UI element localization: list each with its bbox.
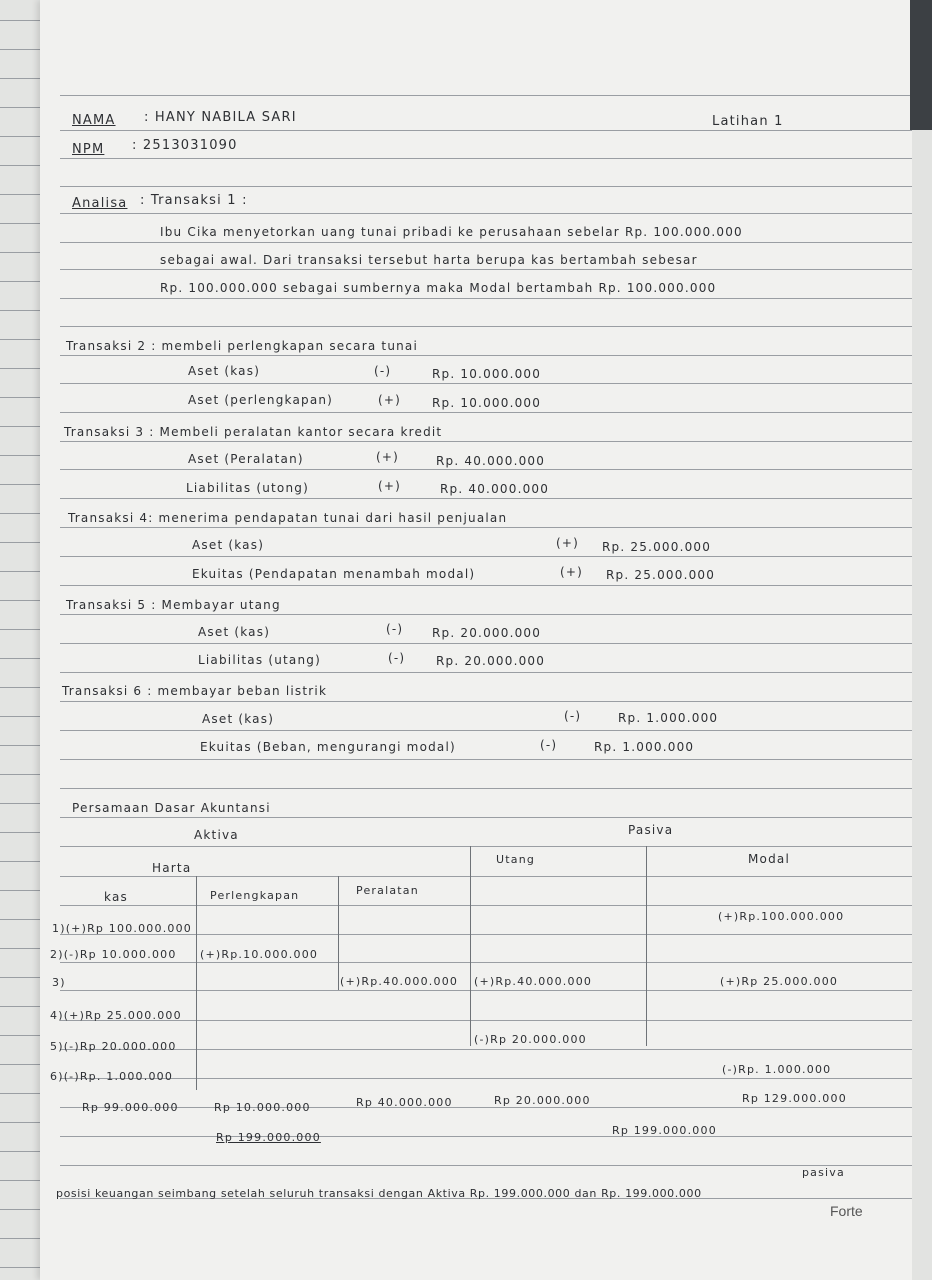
ruled-line [60,441,912,442]
table-divider-kas [196,876,197,1090]
ruled-line [60,186,912,187]
ruled-line [60,326,912,327]
table-row-3-utang: (+)Rp.40.000.000 [474,975,593,988]
transaksi1-line3: Rp. 100.000.000 sebagai sumbernya maka Modal bertambah Rp. 100.000.000 [160,281,717,295]
t2-row1-amount: Rp. 10.000.000 [432,367,542,381]
ruled-line [60,759,912,760]
ruled-line [60,269,912,270]
kas-heading: kas [104,890,128,904]
ruled-line [60,1165,912,1166]
ruled-line [60,469,912,470]
ruled-line [60,846,912,847]
modal-heading: Modal [748,852,790,866]
ruled-line [60,614,912,615]
table-divider-utang [646,846,647,1046]
t5-row2-sign: (-) [388,651,406,665]
ruled-line [60,383,912,384]
table-divider-perlengkapan [338,876,339,990]
t4-row2-sign: (+) [560,565,584,579]
ruled-line [60,730,912,731]
t2-row2-amount: Rp. 10.000.000 [432,396,542,410]
pasiva-heading: Pasiva [628,823,674,837]
nama-label: NAMA [72,113,116,128]
ruled-line [60,1020,912,1021]
conclusion-text: posisi keuangan seimbang setelah seluruh transaksi dengan Aktiva Rp. 199.000.000 dan Rp. 199.000.000 [56,1187,702,1200]
t3-row2-label: Liabilitas (utong) [186,481,309,495]
transaksi3-title: Transaksi 3 : Membeli peralatan kantor secara kredit [64,425,443,439]
t6-row1-label: Aset (kas) [202,712,275,726]
t5-row1-label: Aset (kas) [198,625,271,639]
utang-heading: Utang [496,853,536,866]
t6-row1-sign: (-) [564,709,582,723]
analisa-label: Analisa [72,196,128,211]
latihan-label: Latihan 1 [712,114,784,129]
ruled-line [60,1136,912,1137]
t2-row1-sign: (-) [374,364,392,378]
t3-row2-amount: Rp. 40.000.000 [440,482,550,496]
table-row-4-kas: 4)(+)Rp 25.000.000 [50,1009,182,1022]
total-utang: Rp 20.000.000 [494,1094,591,1107]
ruled-line [60,158,912,159]
table-row-4-modal: (+)Rp 25.000.000 [720,975,839,988]
persamaan-title: Persamaan Dasar Akuntansi [72,801,271,815]
t3-row1-label: Aset (Peralatan) [188,452,304,466]
ruled-line [60,527,912,528]
ruled-line [60,905,912,906]
ruled-line [60,242,912,243]
table-row-6-kas: 6)(-)Rp. 1.000.000 [50,1070,174,1083]
conclusion-note: pasiva [802,1166,845,1179]
ruled-line [60,1078,912,1079]
t6-row2-sign: (-) [540,738,558,752]
t4-row2-label: Ekuitas (Pendapatan menambah modal) [192,567,476,581]
ruled-line [60,130,912,131]
t2-row2-label: Aset (perlengkapan) [188,393,334,407]
t6-row1-amount: Rp. 1.000.000 [618,711,719,725]
t4-row2-amount: Rp. 25.000.000 [606,568,716,582]
ruled-line [60,788,912,789]
peralatan-heading: Peralatan [356,884,419,897]
background-corner [910,0,932,130]
t3-row1-sign: (+) [376,450,400,464]
t5-row1-sign: (-) [386,622,404,636]
t5-row2-amount: Rp. 20.000.000 [436,654,546,668]
total-modal: Rp 129.000.000 [742,1092,847,1105]
total-kas: Rp 99.000.000 [82,1101,179,1114]
ruled-line [60,95,910,96]
t6-row2-label: Ekuitas (Beban, mengurangi modal) [200,740,456,754]
transaksi1-line2: sebagai awal. Dari transaksi tersebut harta berupa kas bertambah sebesar [160,253,698,267]
ruled-line [60,298,912,299]
perlengkapan-heading: Perlengkapan [210,889,300,902]
table-divider-peralatan [470,846,471,1046]
ruled-line [60,1049,912,1050]
t3-row2-sign: (+) [378,479,402,493]
ruled-line [60,213,912,214]
t5-row2-label: Liabilitas (utang) [198,653,321,667]
table-row-3-kas: 3) [52,976,66,989]
nama-value: : HANY NABILA SARI [144,110,297,125]
transaksi1-line1: Ibu Cika menyetorkan uang tunai pribadi ke perusahaan sebelar Rp. 100.000.000 [160,225,743,239]
ruled-line [60,643,912,644]
ruled-line [60,990,912,991]
table-row-2-perlengkapan: (+)Rp.10.000.000 [200,948,319,961]
ruled-line [60,585,912,586]
transaksi2-title: Transaksi 2 : membeli perlengkapan secara tunai [66,339,419,353]
ruled-line [60,355,912,356]
table-row-5-kas: 5)(-)Rp 20.000.000 [50,1040,177,1053]
npm-value: : 2513031090 [132,138,238,153]
table-row-1-kas: 1)(+)Rp 100.000.000 [52,922,192,935]
table-row-3-peralatan: (+)Rp.40.000.000 [340,975,459,988]
transaksi5-title: Transaksi 5 : Membayar utang [66,598,281,612]
ruled-line [60,672,912,673]
ruled-line [60,412,912,413]
background-strip [912,130,932,1280]
t6-row2-amount: Rp. 1.000.000 [594,740,695,754]
t2-row1-label: Aset (kas) [188,364,261,378]
notebook-brand: Forte [830,1203,863,1219]
transaksi4-title: Transaksi 4: menerima pendapatan tunai dari hasil penjualan [68,511,508,525]
ruled-line [60,498,912,499]
table-row-2-kas: 2)(-)Rp 10.000.000 [50,948,177,961]
total-perlengkapan: Rp 10.000.000 [214,1101,311,1114]
ruled-line [60,817,912,818]
ruled-line [60,556,912,557]
ruled-line [60,962,912,963]
t2-row2-sign: (+) [378,393,402,407]
table-row-6-modal: (-)Rp. 1.000.000 [722,1063,832,1076]
harta-heading: Harta [152,861,192,875]
npm-label: NPM [72,142,105,157]
paper-sheet [40,0,912,1280]
grand-total-aktiva: Rp 199.000.000 [216,1131,321,1144]
t5-row1-amount: Rp. 20.000.000 [432,626,542,640]
grand-total-pasiva: Rp 199.000.000 [612,1124,717,1137]
transaksi1-title: : Transaksi 1 : [140,193,248,208]
ruled-line [60,701,912,702]
table-row-1-modal: (+)Rp.100.000.000 [718,910,845,923]
ruled-line [60,876,912,877]
t3-row1-amount: Rp. 40.000.000 [436,454,546,468]
ruled-line [60,1107,912,1108]
t4-row1-sign: (+) [556,536,580,550]
t4-row1-amount: Rp. 25.000.000 [602,540,712,554]
transaksi6-title: Transaksi 6 : membayar beban listrik [62,684,328,698]
total-peralatan: Rp 40.000.000 [356,1096,453,1109]
aktiva-heading: Aktiva [194,828,239,842]
table-row-5-utang: (-)Rp 20.000.000 [474,1033,587,1046]
t4-row1-label: Aset (kas) [192,538,265,552]
